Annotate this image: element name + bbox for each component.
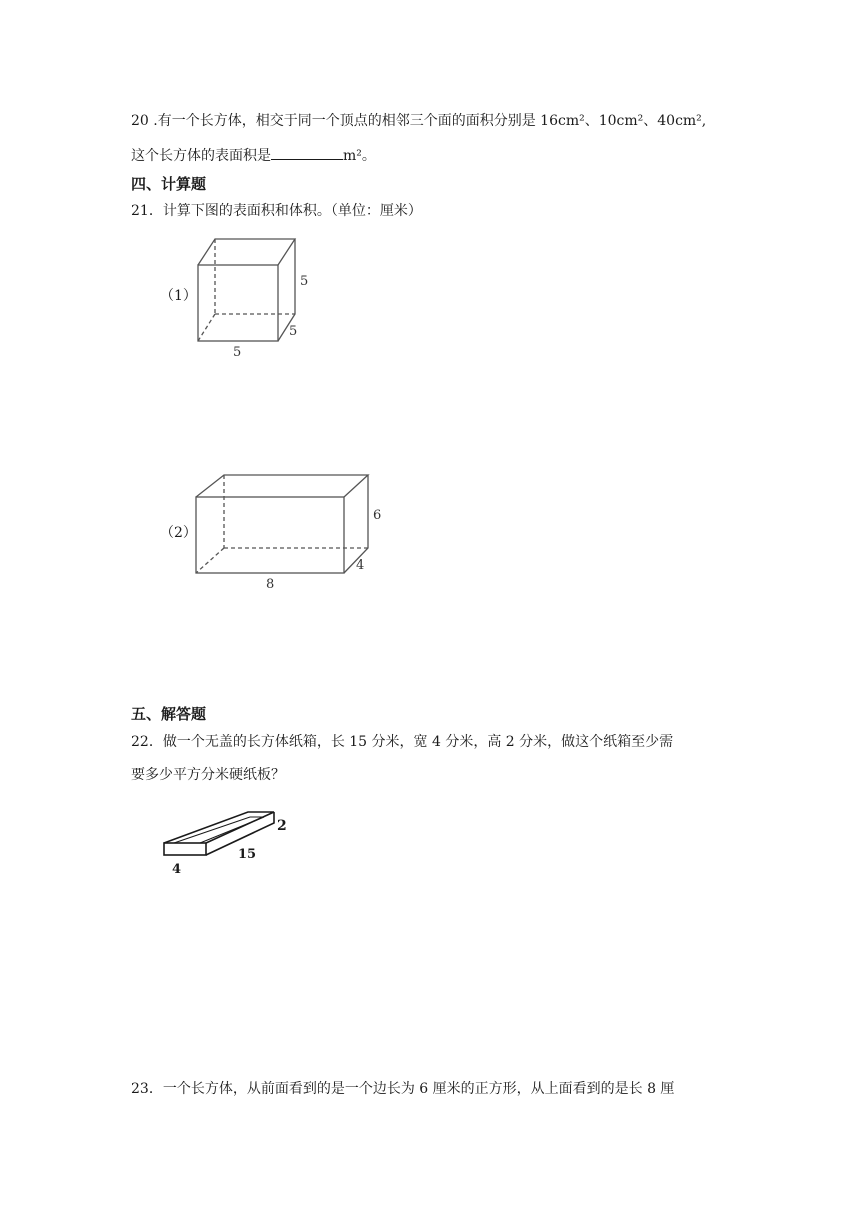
answer-blank [271, 145, 343, 160]
dim-height: 2 [277, 818, 287, 834]
hidden-edges [198, 239, 298, 341]
q20-line2-text: 这个长方体的表面积是 [131, 148, 271, 164]
dim-length: 8 [266, 577, 275, 592]
q22-line2: 要多少平方分米硬纸板？ [131, 767, 285, 783]
q23-line1: 23．一个长方体，从前面看到的是一个边长为 6 厘米的正方形，从上面看到的是长 8 厘 [131, 1081, 675, 1097]
dim-length: 15 [238, 847, 257, 862]
cuboid-figure-2 [190, 470, 390, 595]
dim-length: 5 [233, 345, 242, 360]
section-title-answer: 五、解答题 [131, 705, 207, 723]
section-title-calculation: 四、计算题 [131, 175, 207, 193]
q20-line2 [131, 145, 376, 166]
dim-height: 6 [373, 508, 382, 523]
front-face [196, 497, 344, 573]
q20-line1: 20 .有一个长方体，相交于同一个顶点的相邻三个面的面积分别是 16cm²、10cm²、40cm², [131, 113, 707, 129]
dim-height: 5 [300, 274, 309, 289]
cube-figure-1 [185, 232, 325, 362]
dim-depth: 4 [356, 558, 365, 573]
top-face [196, 475, 368, 497]
q21-text: 21．计算下图的表面积和体积。（单位：厘米） [131, 203, 422, 219]
front-face [198, 265, 278, 341]
box-inner-rim [174, 817, 264, 843]
dim-width: 4 [172, 862, 182, 877]
q22-line1: 22．做一个无盖的长方体纸箱，长 15 分米，宽 4 分米，高 2 分米，做这个纸箱至少需 [131, 734, 674, 750]
hidden-edges [196, 475, 368, 573]
q20-unit: m²。 [343, 148, 376, 164]
top-face [198, 239, 295, 265]
open-box-figure [160, 808, 300, 878]
figure-2-label: （2） [160, 525, 197, 541]
dim-depth: 5 [289, 324, 298, 339]
box-front [164, 843, 206, 855]
figure-1-label: （1） [160, 288, 197, 304]
